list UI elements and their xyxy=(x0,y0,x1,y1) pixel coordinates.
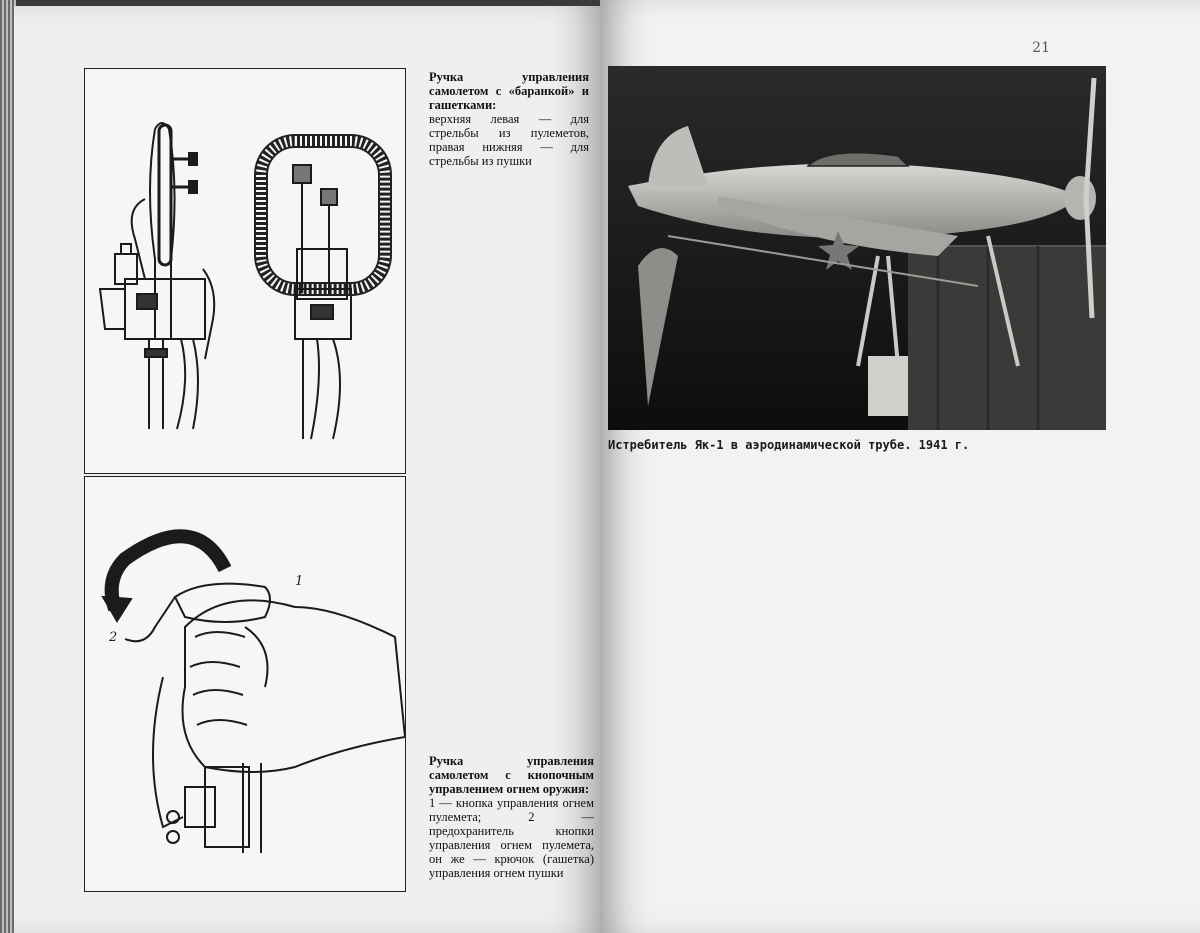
hand-stick-drawing xyxy=(85,477,405,891)
left-page xyxy=(14,6,600,933)
figure1-caption-head: Ручка управления самолетом с «баранкой» и гашетками: xyxy=(429,70,589,112)
photo-caption: Истребитель Як-1 в аэродинамической трубе. 1941 г. xyxy=(608,438,970,452)
callout-label-1: 1 xyxy=(295,574,304,589)
figure-control-stick-ring xyxy=(84,68,406,474)
control-stick-ring-drawing xyxy=(85,69,405,473)
figure2-caption xyxy=(429,754,594,880)
figure1-caption xyxy=(429,70,589,168)
figure2-caption-head: Ручка управления самолетом с кнопочным управлением огнем оружия: xyxy=(429,754,594,796)
photo-yak1-wind-tunnel xyxy=(608,66,1106,430)
page-corner-mark: 21 xyxy=(1032,40,1050,56)
aircraft-photo-illustration xyxy=(608,66,1106,430)
figure2-caption-body: 1 — кнопка управления огнем пулемета; 2 — предохранитель кнопки управления огнем пулемета, он же — крючок (гашетка) управления огнем пушки xyxy=(429,796,594,880)
figure-hand-on-stick xyxy=(84,476,406,892)
figure1-caption-body: верхняя левая — для стрельбы из пулеметов, правая нижняя — для стрельбы из пушки xyxy=(429,112,589,168)
callout-label-2: 2 xyxy=(109,630,118,645)
right-page xyxy=(600,0,1200,933)
